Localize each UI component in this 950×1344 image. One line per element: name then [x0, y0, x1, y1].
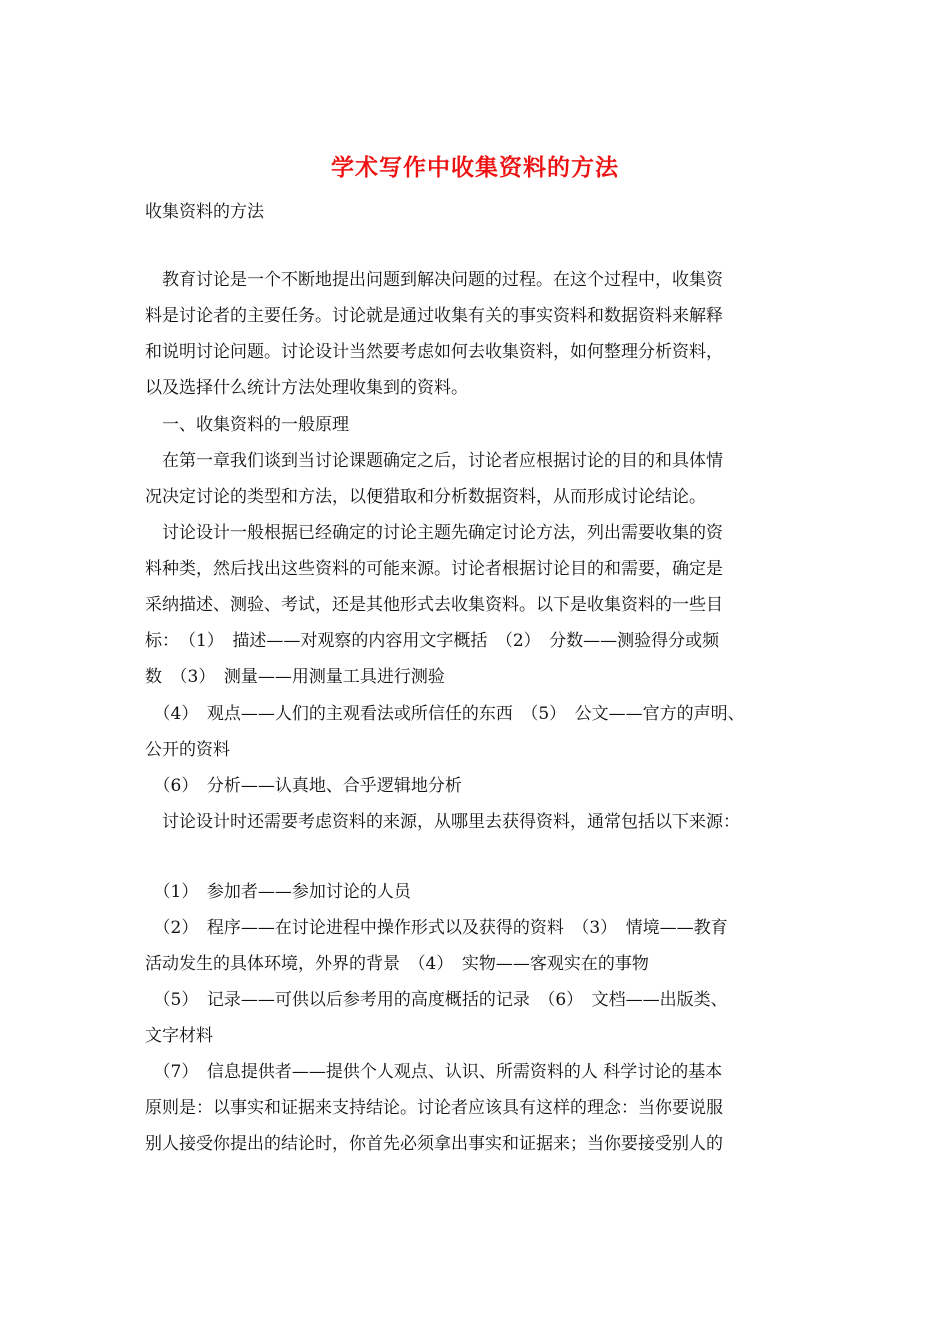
paragraph-line: （2） 程序——在讨论进程中操作形式以及获得的资料 （3） 情境——教育 — [145, 918, 728, 938]
paragraph-line: 原则是：以事实和证据来支持结论。讨论者应该具有这样的理念：当你要说服 — [145, 1098, 723, 1118]
paragraph-line: 料是讨论者的主要任务。讨论就是通过收集有关的事实资料和数据资料来解释 — [145, 306, 723, 326]
paragraph-line: 以及选择什么统计方法处理收集到的资料。 — [145, 378, 468, 398]
paragraph-line: 采纳描述、测验、考试，还是其他形式去收集资料。以下是收集资料的一些目 — [145, 595, 723, 615]
paragraph-line: 标： （1） 描述——对观察的内容用文字概括 （2） 分数——测验得分或频 — [145, 631, 720, 651]
paragraph-line: 收集资料的方法 — [145, 202, 264, 222]
paragraph-line: （4） 观点——人们的主观看法或所信任的东西 （5） 公文——官方的声明、 — [145, 704, 745, 724]
paragraph-line: （1） 参加者——参加讨论的人员 — [145, 882, 411, 902]
section-heading: 一、收集资料的一般原理 — [145, 415, 349, 435]
paragraph-line: 况决定讨论的类型和方法，以便猎取和分析数据资料，从而形成讨论结论。 — [145, 487, 706, 507]
paragraph-line: 在第一章我们谈到当讨论课题确定之后，讨论者应根据讨论的目的和具体情 — [145, 451, 723, 471]
paragraph-line: （5） 记录——可供以后参考用的高度概括的记录 （6） 文档——出版类、 — [145, 990, 728, 1010]
paragraph-line: 和说明讨论问题。讨论设计当然要考虑如何去收集资料，如何整理分析资料， — [145, 342, 723, 362]
paragraph-line: 别人接受你提出的结论时，你首先必须拿出事实和证据来；当你要接受别人的 — [145, 1134, 723, 1154]
paragraph-line: 活动发生的具体环境，外界的背景 （4） 实物——客观实在的事物 — [145, 954, 649, 974]
paragraph-line: 料种类，然后找出这些资料的可能来源。讨论者根据讨论目的和需要，确定是 — [145, 559, 723, 579]
paragraph-line: （7） 信息提供者——提供个人观点、认识、所需资料的人 科学讨论的基本 — [145, 1062, 723, 1082]
paragraph-line: 讨论设计一般根据已经确定的讨论主题先确定讨论方法，列出需要收集的资 — [145, 523, 723, 543]
paragraph-line: （6） 分析——认真地、合乎逻辑地分析 — [145, 776, 462, 796]
paragraph-line: 教育讨论是一个不断地提出问题到解决问题的过程。在这个过程中，收集资 — [145, 270, 723, 290]
paragraph-line: 公开的资料 — [145, 740, 230, 760]
paragraph-line: 数 （3） 测量——用测量工具进行测验 — [145, 667, 445, 687]
document-title: 学术写作中收集资料的方法 — [331, 154, 619, 181]
paragraph-line: 讨论设计时还需要考虑资料的来源，从哪里去获得资料，通常包括以下来源： — [145, 812, 740, 832]
paragraph-line: 文字材料 — [145, 1026, 213, 1046]
